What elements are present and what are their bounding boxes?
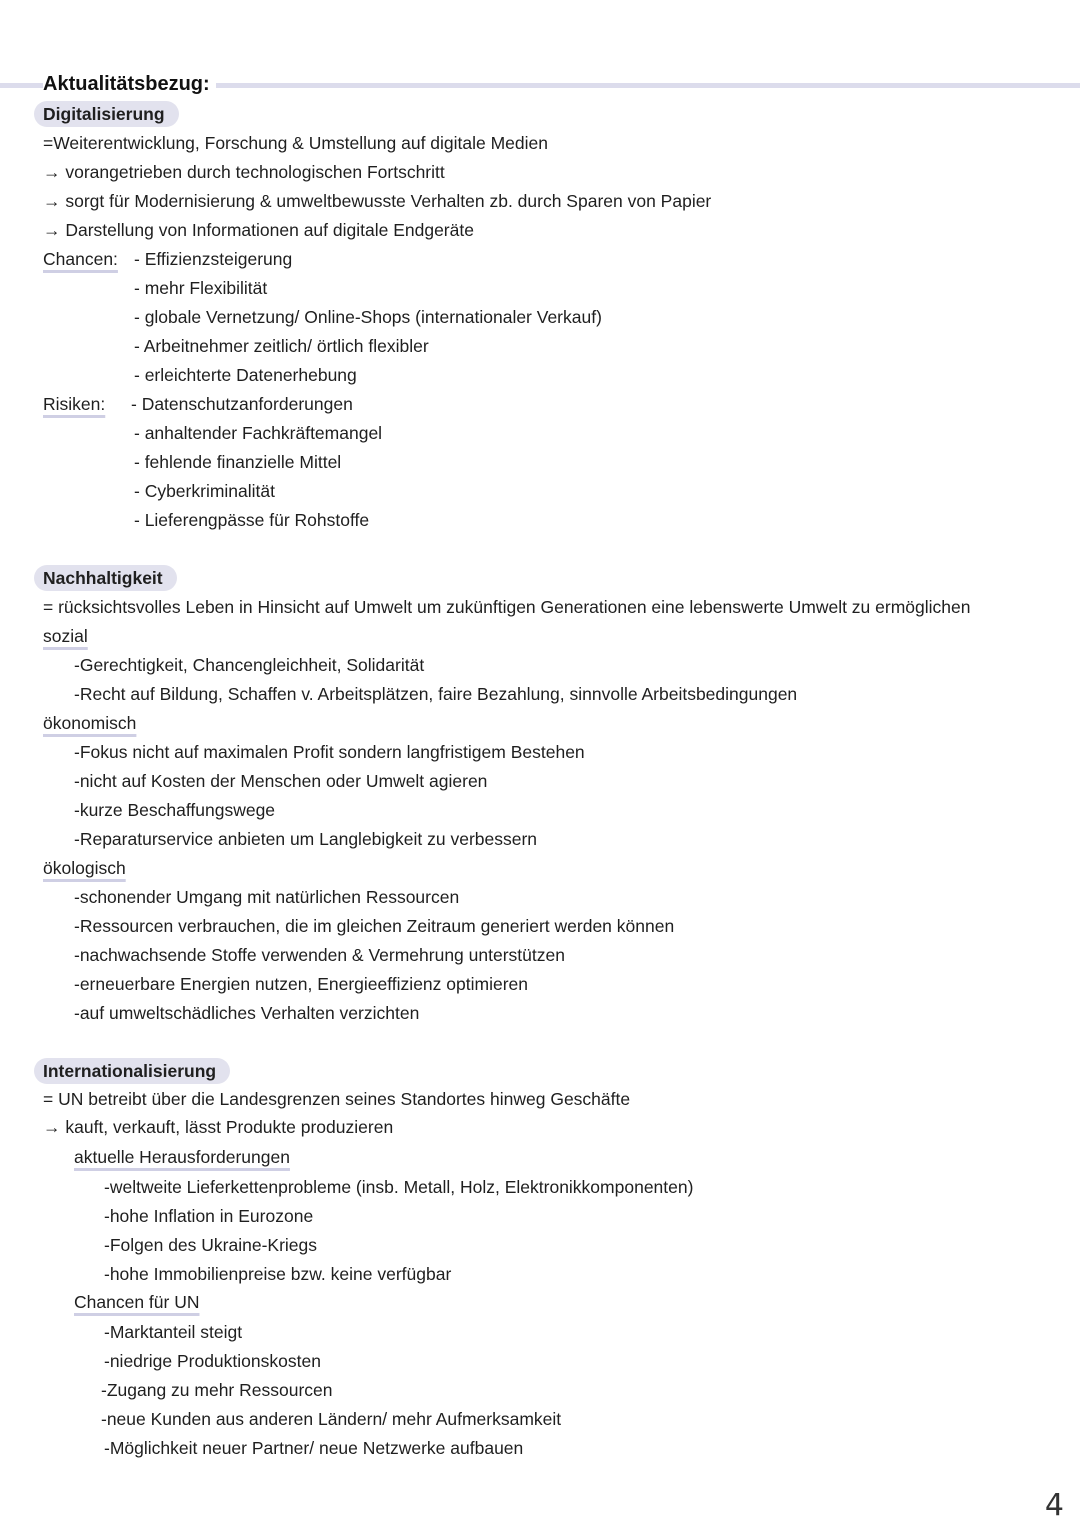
list-item: -hohe Inflation in Eurozone bbox=[104, 1206, 314, 1226]
list-item: -Fokus nicht auf maximalen Profit sondern langfristigem Bestehen bbox=[74, 742, 585, 762]
section-heading-nachhaltigkeit: Nachhaltigkeit bbox=[34, 565, 177, 591]
list-item: -erneuerbare Energien nutzen, Energieeffizienz optimieren bbox=[74, 974, 528, 994]
subheading-sozial: sozial bbox=[43, 626, 88, 646]
list-item: - mehr Flexibilität bbox=[134, 278, 268, 298]
list-item: -weltweite Lieferkettenprobleme (insb. Metall, Holz, Elektronikkomponenten) bbox=[104, 1177, 694, 1197]
list-item: -nicht auf Kosten der Menschen oder Umwelt agieren bbox=[74, 771, 488, 791]
list-item: - Datenschutzanforderungen bbox=[131, 394, 353, 414]
list-item: -Zugang zu mehr Ressourcen bbox=[101, 1380, 333, 1400]
list-item: → kauft, verkauft, lässt Produkte produzieren bbox=[43, 1117, 394, 1137]
list-item: -Möglichkeit neuer Partner/ neue Netzwerke aufbauen bbox=[104, 1438, 524, 1458]
list-item: → sorgt für Modernisierung & umweltbewusste Verhalten zb. durch Sparen von Papier bbox=[43, 191, 712, 211]
page-number: 4 bbox=[1044, 1488, 1064, 1523]
section-heading-digitalisierung: Digitalisierung bbox=[34, 101, 179, 127]
subheading-risiken: Risiken: bbox=[43, 394, 106, 414]
list-item: -Ressourcen verbrauchen, die im gleichen Zeitraum generiert werden können bbox=[74, 916, 675, 936]
list-item: - Arbeitnehmer zeitlich/ örtlich flexibler bbox=[134, 336, 429, 356]
list-item: -Folgen des Ukraine-Kriegs bbox=[104, 1235, 318, 1255]
subheading-oekonomisch: ökonomisch bbox=[43, 713, 137, 733]
subheading-chancen: Chancen: bbox=[43, 249, 118, 269]
list-item: -kurze Beschaffungswege bbox=[74, 800, 276, 820]
definition-nachhaltigkeit: = rücksichtsvolles Leben in Hinsicht auf Umwelt um zukünftigen Generationen eine lebenswerte Umwelt zu ermöglichen bbox=[43, 597, 971, 617]
subheading-chancen-fuer-un: Chancen für UN bbox=[74, 1292, 200, 1312]
list-item: - fehlende finanzielle Mittel bbox=[134, 452, 342, 472]
list-item: -Gerechtigkeit, Chancengleichheit, Solidarität bbox=[74, 655, 425, 675]
subheading-herausforderungen: aktuelle Herausforderungen bbox=[74, 1147, 290, 1167]
list-item: - Lieferengpässe für Rohstoffe bbox=[134, 510, 370, 530]
list-item: -hohe Immobilienpreise bzw. keine verfügbar bbox=[104, 1264, 452, 1284]
list-item: -Recht auf Bildung, Schaffen v. Arbeitsplätzen, faire Bezahlung, sinnvolle Arbeitsbedingungen bbox=[74, 684, 798, 704]
section-heading-internationalisierung: Internationalisierung bbox=[34, 1058, 230, 1084]
list-item: - erleichterte Datenerhebung bbox=[134, 365, 357, 385]
list-item: - Cyberkriminalität bbox=[134, 481, 275, 501]
list-item: -auf umweltschädliches Verhalten verzichten bbox=[74, 1003, 420, 1023]
list-item: - anhaltender Fachkräftemangel bbox=[134, 423, 383, 443]
list-item: → Darstellung von Informationen auf digitale Endgeräte bbox=[43, 220, 474, 240]
list-item: - globale Vernetzung/ Online-Shops (internationaler Verkauf) bbox=[134, 307, 602, 327]
definition-internationalisierung: = UN betreibt über die Landesgrenzen seines Standortes hinweg Geschäfte bbox=[43, 1089, 631, 1109]
list-item: -nachwachsende Stoffe verwenden & Vermehrung unterstützen bbox=[74, 945, 565, 965]
list-item: -neue Kunden aus anderen Ländern/ mehr Aufmerksamkeit bbox=[101, 1409, 562, 1429]
page-title: Aktualitätsbezug: bbox=[43, 70, 216, 98]
subheading-oekologisch: ökologisch bbox=[43, 858, 126, 878]
definition-digitalisierung: =Weiterentwicklung, Forschung & Umstellung auf digitale Medien bbox=[43, 133, 549, 153]
list-item: -schonender Umgang mit natürlichen Ressourcen bbox=[74, 887, 460, 907]
list-item: -niedrige Produktionskosten bbox=[104, 1351, 321, 1371]
list-item: - Effizienzsteigerung bbox=[134, 249, 293, 269]
list-item: → vorangetrieben durch technologischen Fortschritt bbox=[43, 162, 445, 182]
list-item: -Marktanteil steigt bbox=[104, 1322, 243, 1342]
list-item: -Reparaturservice anbieten um Langlebigkeit zu verbessern bbox=[74, 829, 538, 849]
